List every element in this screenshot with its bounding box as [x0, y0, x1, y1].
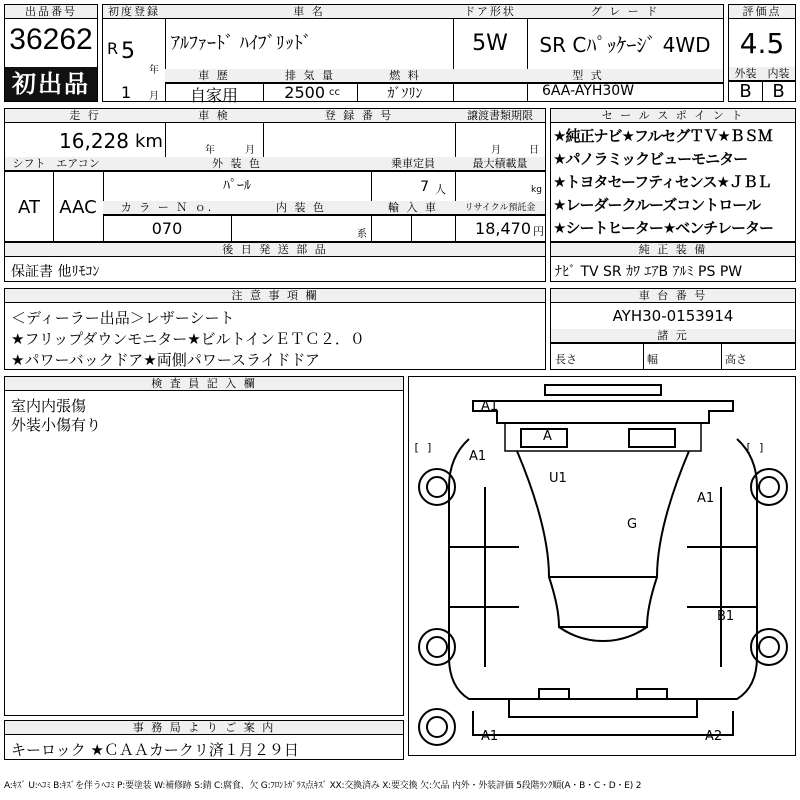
first-listing-text: 初出品: [12, 70, 90, 98]
exterior-value: B: [739, 81, 752, 102]
bracket: [ ]: [413, 441, 433, 454]
inspector-label: 検 査 員 記 入 欄: [5, 377, 403, 391]
bracket: [ ]: [745, 441, 765, 454]
height-label: 高さ: [725, 353, 747, 366]
accessories-label: 後 日 発 送 部 品: [5, 243, 545, 257]
inspector-line: 外装小傷有り: [11, 416, 102, 434]
inspection-label: 車 検: [165, 109, 263, 123]
notes-label: 注 意 事 項 欄: [5, 289, 545, 303]
sales-point-line: ★シートヒーター★ベンチレーター: [553, 219, 773, 237]
lot-box: [4, 4, 98, 102]
vehicle-header-box: [102, 4, 724, 105]
inspector-box: [4, 376, 404, 716]
shift-label: シフト: [5, 157, 53, 171]
displacement-unit: cc: [329, 87, 340, 98]
office-label: 事 務 局 よ り ご 案 内: [5, 721, 403, 735]
history-label: 車 歴: [165, 69, 263, 83]
chassis-box: [550, 288, 796, 370]
aircon-value: AAC: [59, 197, 97, 218]
shift-value: AT: [18, 197, 40, 218]
color-no-label: カ ラ ー Ｎ ｏ.: [103, 201, 231, 215]
lot-label: 出品番号: [5, 5, 97, 19]
equipment-box: [550, 242, 796, 282]
notes-line: ★フリップダウンモニター★ビルトインＥＴＣ２．０: [11, 330, 365, 348]
damage-mark: A1: [481, 729, 499, 744]
int-color-label: 内 装 色: [231, 201, 371, 215]
damage-mark: A1: [469, 449, 487, 464]
legend: A:ｷｽﾞ U:ﾍｺﾐ B:ｷｽﾞを伴うﾍｺﾐ P:要塗装 W:補修跡 S:錆 C:腐食、欠 G:ﾌﾛﾝﾄｶﾞﾗｽ点ｷｽﾞ XX:交換済み X:要交換 欠:欠品 内外・外装評価 5段階ﾗﾝｸ順(A・B・C・D・E) 2: [4, 781, 642, 791]
transfer-day: 日: [529, 145, 539, 156]
grade-value: SR Cﾊﾟｯｹｰｼﾞ 4WD: [539, 33, 711, 57]
notes-box: [4, 288, 546, 370]
inspection-year: 年: [205, 145, 215, 156]
inspector-line: 室内内張傷: [11, 397, 87, 415]
capacity-label: 乗車定員: [371, 157, 455, 171]
year-value: 5: [121, 39, 135, 64]
damage-mark: G: [627, 517, 638, 532]
equipment-label: 純 正 装 備: [551, 243, 795, 257]
chassis-label: 車 台 番 号: [551, 289, 795, 303]
door-value: 5W: [472, 31, 508, 56]
mileage-label: 走 行: [5, 109, 165, 123]
era: R: [107, 39, 119, 58]
chassis-value: AYH30-0153914: [612, 307, 734, 325]
model-label: 型 式: [453, 69, 723, 83]
office-box: [4, 720, 404, 760]
capacity-value: 7: [420, 179, 429, 195]
damage-diagram: [408, 376, 796, 756]
int-color-unit: 系: [357, 229, 367, 240]
transfer-label: 譲渡書類期限: [455, 109, 545, 123]
mileage-value: 16,228: [59, 129, 129, 153]
interior-label: 内装: [762, 67, 795, 81]
sales-points-box: [550, 108, 796, 242]
damage-mark: A: [543, 429, 552, 444]
registration-label: 登 録 番 号: [263, 109, 455, 123]
sales-point-line: ★レーダークルーズコントロール: [553, 196, 760, 214]
width-label: 幅: [647, 353, 658, 366]
accessories-value: 保証書 他ﾘﾓｺﾝ: [11, 264, 100, 280]
dimensions-label: 諸 元: [551, 329, 795, 343]
car-outline: [409, 377, 797, 757]
notes-line: ★パワーバックドア★両側パワースライドドア: [11, 351, 321, 369]
interior-value: B: [772, 81, 785, 102]
first-listing-badge: [5, 67, 97, 101]
mileage-unit: km: [135, 131, 163, 152]
aircon-label: エアコン: [53, 157, 103, 171]
length-label: 長さ: [555, 353, 577, 366]
max-load-label: 最大積載量: [455, 157, 545, 171]
capacity-unit: 人: [435, 183, 446, 196]
ext-color-label: 外 装 色: [103, 157, 371, 171]
sales-point-line: ★純正ナビ★フルセグＴＶ★ＢＳＭ: [553, 127, 772, 145]
recycle-label: リサイクル預託金: [455, 201, 545, 215]
year-unit: 年: [149, 65, 159, 76]
damage-mark: A2: [705, 729, 723, 744]
recycle-unit: 円: [533, 225, 544, 238]
sales-point-line: ★トヨタセーフティセンス★ＪＢＬ: [553, 173, 771, 191]
score-value: 4.5: [739, 27, 785, 60]
model-value: 6AA-AYH30W: [541, 83, 635, 99]
accessories-box: [4, 242, 546, 282]
score-label: 評価点: [729, 5, 795, 19]
spec-box: [4, 108, 546, 242]
equipment-value: ﾅﾋﾞ TV SR ｶﾜ ｴｱB ｱﾙﾐ PS PW: [555, 264, 743, 280]
sales-points-label: セ ー ル ス ポ イ ン ト: [551, 109, 795, 123]
max-load-unit: kg: [531, 185, 542, 195]
first-reg-label: 初度登録: [103, 5, 165, 19]
lot-number: 36262: [9, 23, 93, 56]
door-label: ドア形状: [453, 5, 527, 19]
name-label: 車 名: [165, 5, 453, 19]
recycle-value: 18,470: [475, 219, 531, 238]
color-no-value: 070: [151, 219, 183, 238]
score-box: [728, 4, 796, 102]
inspection-month: 月: [245, 145, 255, 156]
month-value: 1: [121, 83, 132, 102]
damage-mark: A1: [481, 399, 499, 414]
office-value: キーロック ★ＣＡＡカークリ済１月２９日: [11, 741, 299, 759]
damage-mark: A1: [697, 491, 715, 506]
ext-color-value: ﾊﾟｰﾙ: [223, 178, 251, 194]
fuel-value: ｶﾞｿﾘﾝ: [387, 86, 423, 102]
import-label: 輸 入 車: [371, 201, 455, 215]
month-unit: 月: [149, 91, 159, 102]
grade-label: グ レ ー ド: [527, 5, 723, 19]
damage-mark: B1: [717, 609, 735, 624]
transfer-month: 月: [491, 145, 501, 156]
damage-mark: U1: [549, 471, 567, 486]
fuel-label: 燃 料: [357, 69, 453, 83]
sales-point-line: ★パノラミックビューモニター: [553, 150, 748, 168]
exterior-label: 外装: [729, 67, 762, 81]
car-name: ｱﾙﾌｧｰﾄﾞ ﾊｲﾌﾞﾘｯﾄﾞ: [171, 33, 312, 54]
history-value: 自家用: [189, 86, 238, 105]
displacement-value: 2500: [284, 83, 325, 102]
notes-line: ＜ディーラー出品＞レザーシート: [11, 309, 235, 327]
displacement-label: 排 気 量: [263, 69, 357, 83]
